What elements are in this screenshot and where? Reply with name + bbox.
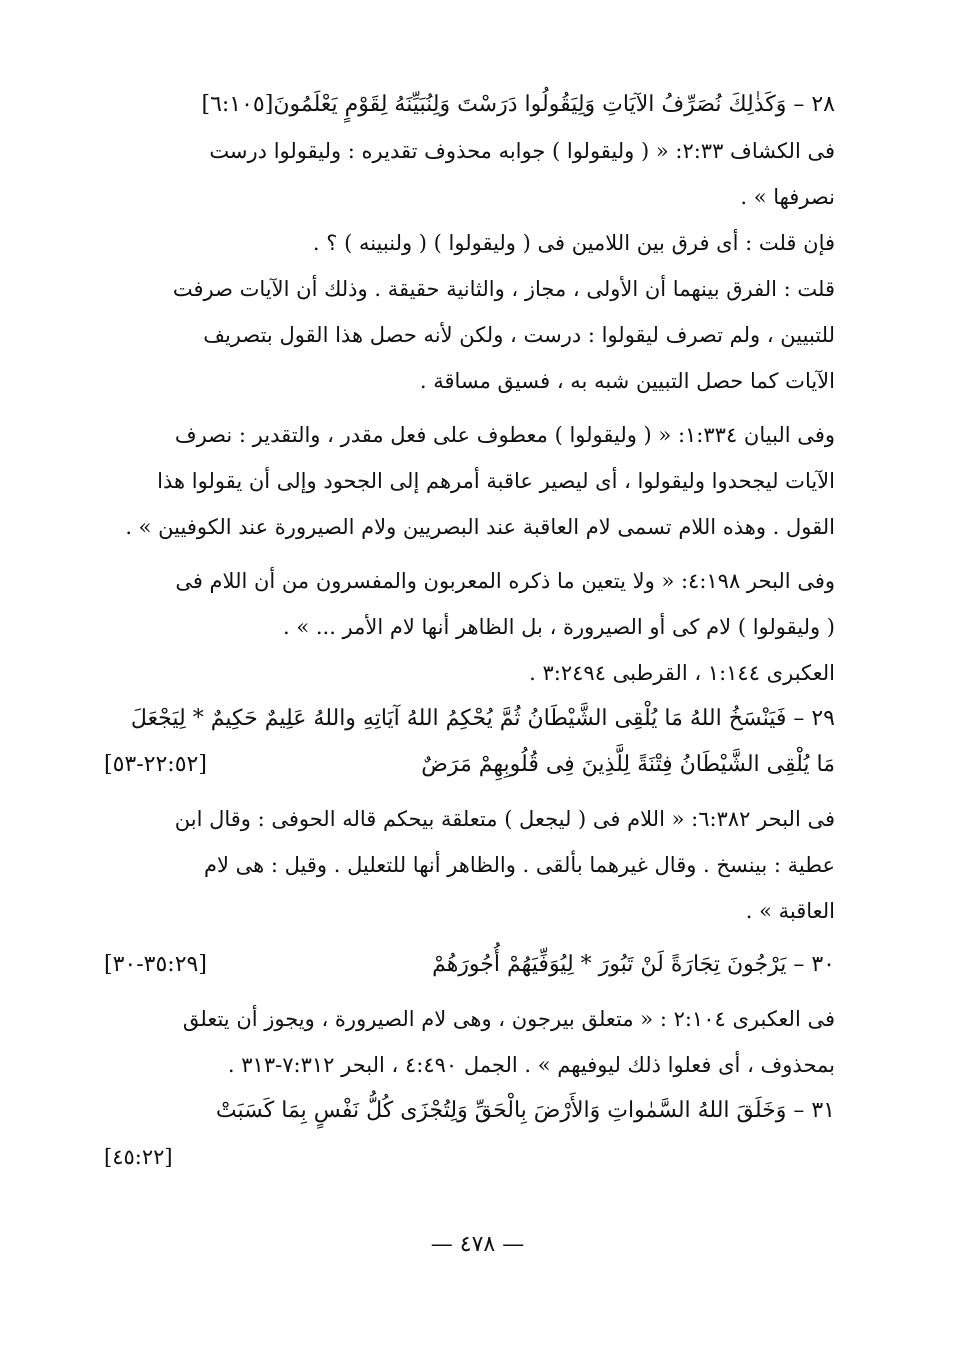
verse-28: ٢٨ – وَكَذٰلِكَ نُصَرِّفُ الآيَاتِ وَلِيَقُولُوا دَرَسْتَ وَلِنُبَيِّنَهُ لِقَوْمٍ يَعْلَمُونَ[٦:١٠٥] — [201, 92, 835, 117]
verse-29: ٢٩ – فَيَنْسَخُ اللهُ مَا يُلْقِى الشَّيْطَانُ ثُمَّ يُحْكِمُ اللهُ آيَاتِهِ واللهُ عَلِيمٌ حَكِيمٌ * لِيَجْعَلَ — [130, 706, 835, 731]
text-line: الآيات ليجحدوا وليقولوا ، أى ليصير عاقبة أمرهم إلى الجحود وإلى أن يقولوا هذا — [157, 469, 835, 493]
text-line: قلت : الفرق بينهما أن الأولى ، مجاز ، والثانية حقيقة . وذلك أن الآيات صرفت — [172, 277, 835, 301]
verse-30 — [104, 942, 835, 988]
text-line: العكبرى ١:١٤٤ ، القرطبى ٣:٢٤٩٤ . — [529, 661, 835, 685]
text-line: فى العكبرى ٢:١٠٤ : « متعلق بيرجون ، وهى لام الصيرورة ، ويجوز أن يتعلق — [182, 1007, 835, 1031]
text-line: فى الكشاف ٢:٣٣: « ( وليقولوا ) جوابه محذوف تقديره : وليقولوا درست — [209, 139, 835, 163]
text-line: وفى البحر ٤:١٩٨: « ولا يتعين ما ذكره المعربون والمفسرون من أن اللام فى — [175, 569, 835, 593]
verse-31: ٣١ – وَخَلَقَ اللهُ السَّمٰواتِ وَالأَرْضَ بِالْحَقِّ وَلِتُجْزَى كُلُّ نَفْسٍ بِمَا كَسَبَتْ — [215, 1098, 835, 1123]
text-line: فى البحر ٦:٣٨٢: « اللام فى ( ليجعل ) متعلقة بيحكم قاله الحوفى : وقال ابن — [174, 807, 835, 831]
verse-text: مَا يُلْقِى الشَّيْطَانُ فِتْنَةً لِلَّذِينَ فِى قُلُوبِهِمْ مَرَضٌ — [421, 752, 835, 777]
text-line: وفى البيان ١:٣٣٤: « ( وليقولوا ) معطوف على فعل مقدر ، والتقدير : نصرف — [174, 423, 835, 447]
verse-reference: [٤٥:٢٢] — [104, 1145, 173, 1169]
text-line: العاقبة » . — [745, 899, 835, 923]
verse-text: ٣٠ – يَرْجُونَ تِجَارَةً لَنْ تَبُورَ * لِيُوَفِّيَهُمْ أُجُورَهُمْ — [432, 952, 835, 977]
text-line: عطية : بينسخ . وقال غيرهما بألقى . والظاهر أنها للتعليل . وقيل : هى لام — [204, 853, 835, 877]
text-line: بمحذوف ، أى فعلوا ذلك ليوفيهم » . الجمل ٤:٤٩٠ ، البحر ٧:٣١٢-٣١٣ . — [227, 1053, 835, 1077]
text-line: ( وليقولوا ) لام كى أو الصيرورة ، بل الظاهر أنها لام الأمر ... » . — [282, 615, 835, 639]
verse-reference: [٢٢:٥٢-٥٣] — [104, 752, 207, 777]
text-line: فإن قلت : أى فرق بين اللامين فى ( وليقولوا ) ( ولنبينه ) ؟ . — [312, 231, 835, 255]
text-line: للتبيين ، ولم تصرف ليقولوا : درست ، ولكن لأنه حصل هذا القول بتصريف — [203, 323, 835, 347]
verse-reference: [٣٥:٢٩-٣٠] — [104, 952, 207, 977]
verse-29-continued — [104, 742, 835, 788]
page-number: — ٤٧٨ — — [430, 1232, 525, 1257]
text-line: القول . وهذه اللام تسمى لام العاقبة عند البصريين ولام الصيرورة عند الكوفيين » . — [125, 515, 835, 539]
text-line: الآيات كما حصل التبيين شبه به ، فسيق مساقة . — [419, 369, 835, 393]
text-line: نصرفها » . — [740, 185, 835, 209]
